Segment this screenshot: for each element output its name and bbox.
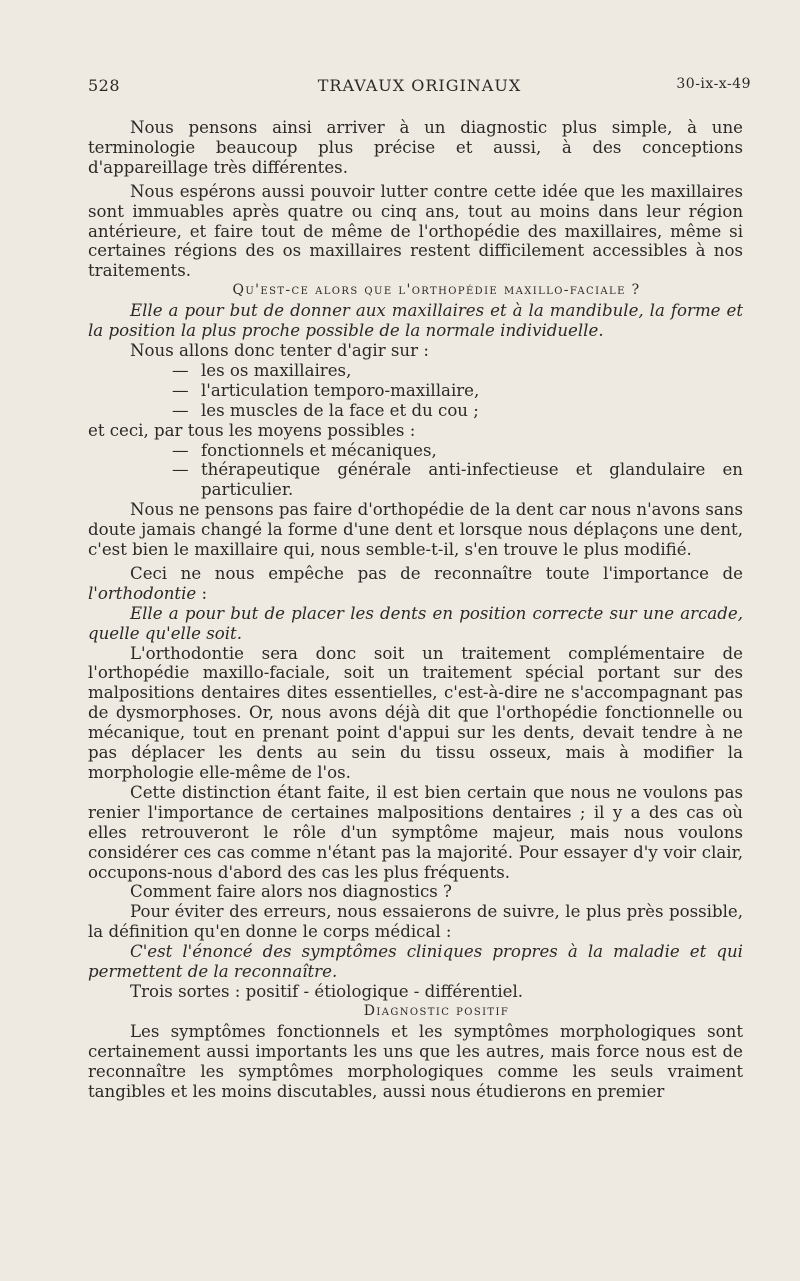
paragraph: Nous pensons ainsi arriver à un diagnostic plus simple, à une terminologie beaucoup plus précise et aussi, à des conceptions d'appareillage très différentes. xyxy=(88,118,743,177)
paragraph: Nous espérons aussi pouvoir lutter contre cette idée que les maxillaires sont immuables après quatre ou cinq ans, tout au moins dans leur région antérieure, et faire tout de même de l'orthopédie des maxillaires, même si certaines régions des os maxillaires restent difficilement accessibles à nos traitements. xyxy=(88,181,743,281)
definition-paragraph: Elle a pour but de donner aux maxillaires et à la mandibule, la forme et la position la plus proche possible de la normale individuelle. xyxy=(88,301,743,341)
paragraph: Trois sortes : positif - étiologique - différentiel. xyxy=(130,981,524,1001)
running-title: TRAVAUX ORIGINAUX xyxy=(317,76,522,95)
article-body xyxy=(88,118,743,1101)
paragraph-text: Ceci ne nous empêche pas de reconnaître toute l'importance de xyxy=(130,563,743,583)
issue-date: 30-ix-x-49 xyxy=(676,76,751,92)
paragraph: Les symptômes fonctionnels et les symptômes morphologiques sont certainement aussi importants les uns que les autres, mais force nous est de reconnaître les symptômes morphologiques comme les seuls vraiment tangibles et les moins discutables, aussi nous étudierons en premier xyxy=(88,1021,743,1101)
paragraph: Pour éviter des erreurs, nous essaierons de suivre, le plus près possible, la définition qu'en donne le corps médical : xyxy=(88,902,743,942)
section-heading: Qu'est-ce alors que l'orthopédie maxillo-faciale ? xyxy=(232,282,641,299)
paragraph: L'orthodontie sera donc soit un traitement complémentaire de l'orthopédie maxillo-faciale, soit un traitement spécial portant sur des malpositions dentaires dites essentielles, c'est-à-dire ne s'accompagnant pas de dysmorphoses. Or, nous avons déjà dit que l'orthopédie fonctionnelle ou mécanique, tout en prenant point d'appui sur les dents, devait tendre à ne pas déplacer les dents au sein du tissu osseux, mais à modifier la morphologie elle-même de l'os. xyxy=(88,643,743,782)
emphasis: l'orthodontie xyxy=(88,583,197,603)
paragraph: Nous allons donc tenter d'agir sur : xyxy=(130,340,429,360)
paragraph: Comment faire alors nos diagnostics ? xyxy=(130,882,452,902)
definition-paragraph: Elle a pour but de placer les dents en position correcte sur une arcade, quelle qu'elle soit. xyxy=(88,603,743,643)
list-item: — les os maxillaires, xyxy=(172,361,743,381)
list-item: — l'articulation temporo-maxillaire, xyxy=(172,381,743,401)
section-heading: Diagnostic positif xyxy=(363,1002,510,1019)
paragraph: Cette distinction étant faite, il est bien certain que nous ne voulons pas renier l'importance de certaines malpositions dentaires ; il y a des cas où elles retrouveront le rôle d'un symptôme majeur, mais nous voulons considérer ces cas comme n'étant pas la majorité. Pour essayer d'y voir clair, occupons-nous d'abord des cas les plus fréquents. xyxy=(88,782,743,882)
list-item: — les muscles de la face et du cou ; xyxy=(172,401,743,421)
list-item: — fonctionnels et mécaniques, xyxy=(172,441,743,461)
target-list xyxy=(88,361,743,421)
means-list xyxy=(88,441,743,501)
list-item: — thérapeutique générale anti-infectieuse et glandulaire en particulier. xyxy=(172,460,743,500)
paragraph-text: : xyxy=(196,583,208,603)
paragraph xyxy=(88,564,743,604)
definition-paragraph: C'est l'énoncé des symptômes cliniques propres à la maladie et qui permettent de la reconnaître. xyxy=(88,942,743,982)
page-number: 528 xyxy=(88,76,121,95)
paragraph: et ceci, par tous les moyens possibles : xyxy=(88,420,416,440)
paragraph: Nous ne pensons pas faire d'orthopédie de la dent car nous n'avons sans doute jamais changé la forme d'une dent et lorsque nous déplaçons une dent, c'est bien le maxillaire qui, nous semble-t-il, s'en trouve le plus modifié. xyxy=(88,500,743,560)
